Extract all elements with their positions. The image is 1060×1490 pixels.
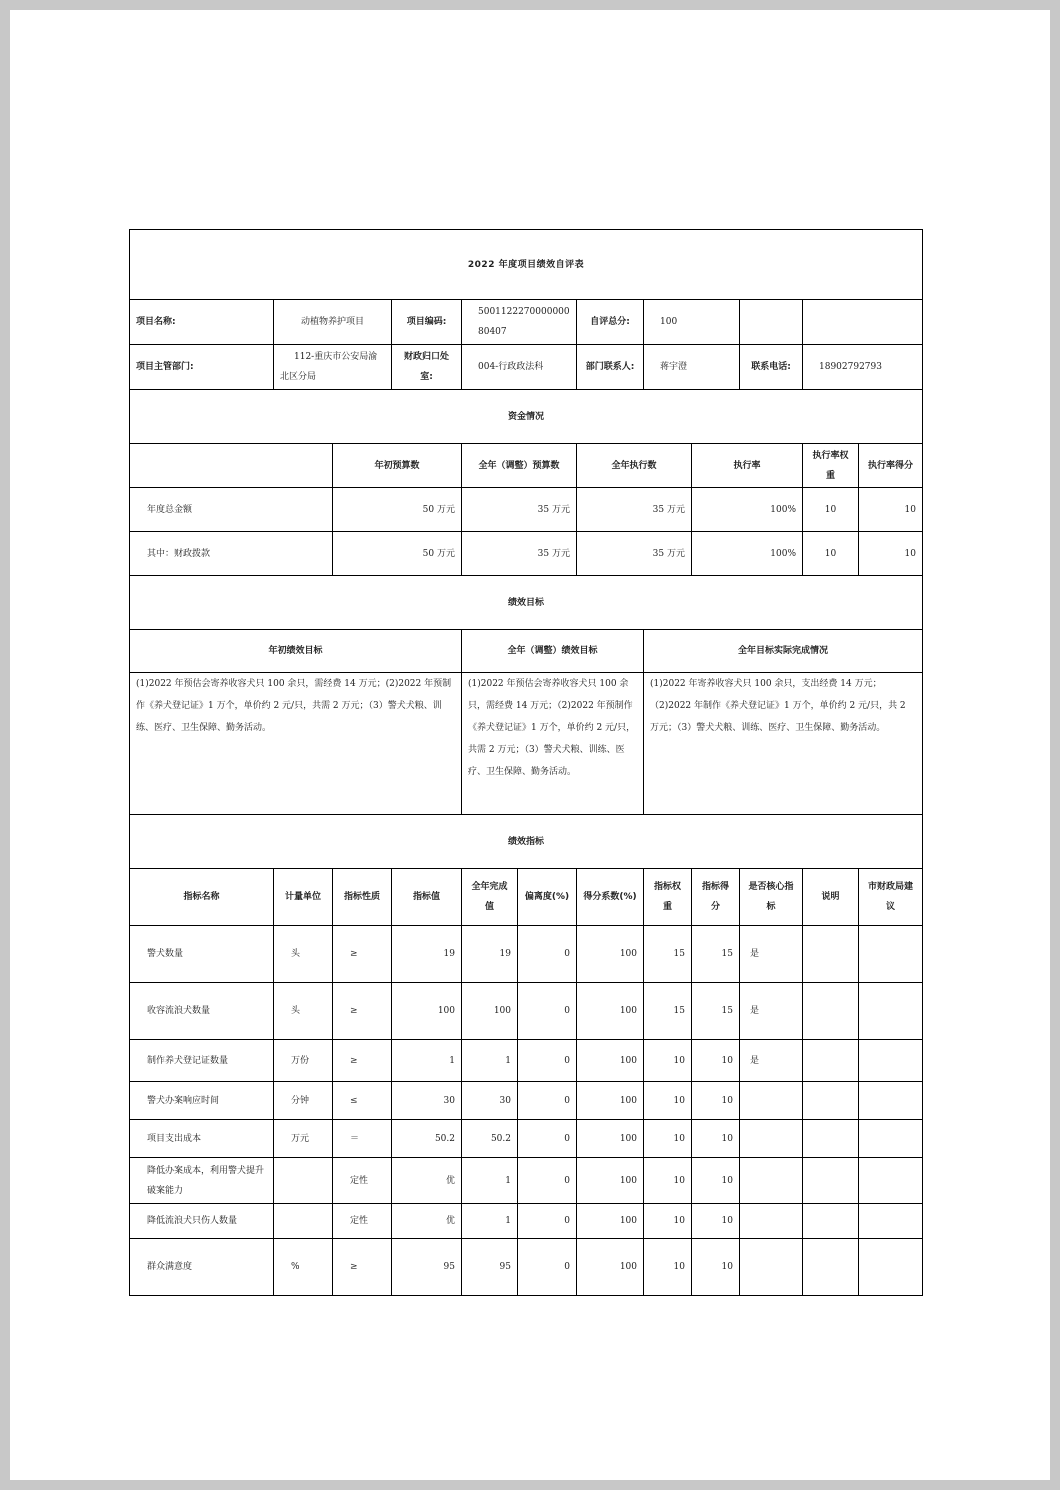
actual-completion-text: (1)2022 年寄养收容犬只 100 余只，支出经费 14 万元；（2)2022 年制作《养犬登记证》1 万个，单价约 2 元/只，共 2 万元；（3）警犬犬粮、训练、医疗、卫生保障、勤务活动。 [644,673,923,815]
indicator-value: 优 [392,1158,462,1204]
indicator-row [130,926,923,983]
self-score-label: 自评总分: [577,300,644,345]
empty-cell [803,300,923,345]
funds-row-label: 年度总金额 [130,488,333,532]
indicator-actual: 1 [462,1040,518,1082]
indicator-nature: ≤ [333,1082,392,1120]
indicator-unit: 万元 [274,1120,333,1158]
indicator-header: 得分系数(%) [577,869,644,926]
indicator-name: 项目支出成本 [130,1120,274,1158]
indicator-rows [130,926,923,1296]
indicator-value: 优 [392,1204,462,1239]
indicator-weight: 15 [644,983,692,1040]
indicator-advice [859,926,923,983]
indicator-header: 指标性质 [333,869,392,926]
indicator-score: 10 [692,1120,740,1158]
indicator-header: 指标名称 [130,869,274,926]
indicator-weight: 15 [644,926,692,983]
finance-office-value: 004-行政政法科 [462,345,577,390]
project-name-label: 项目名称: [130,300,274,345]
contact-label: 部门联系人: [577,345,644,390]
indicator-unit: % [274,1239,333,1296]
indicator-value: 19 [392,926,462,983]
indicator-actual: 19 [462,926,518,983]
indicator-advice [859,1158,923,1204]
indicator-coef: 100 [577,1204,644,1239]
indicator-core: 是 [740,1040,803,1082]
project-name-value: 动植物养护项目 [274,300,392,345]
funds-header: 全年执行数 [577,444,692,488]
performance-table [129,229,923,1296]
indicator-nature: ＝ [333,1120,392,1158]
indicators-section-title: 绩效指标 [130,815,923,869]
indicator-header: 市财政局建议 [859,869,923,926]
indicator-weight: 10 [644,1204,692,1239]
indicator-coef: 100 [577,1120,644,1158]
indicator-coef: 100 [577,1239,644,1296]
indicator-core [740,1082,803,1120]
indicator-weight: 10 [644,1158,692,1204]
indicator-row [130,1239,923,1296]
funds-cell: 50 万元 [333,488,462,532]
indicator-nature: 定性 [333,1204,392,1239]
indicator-advice [859,1040,923,1082]
indicator-nature: 定性 [333,1158,392,1204]
indicator-header: 计量单位 [274,869,333,926]
indicator-unit: 头 [274,926,333,983]
indicator-row [130,1040,923,1082]
phone-value: 18902792793 [803,345,923,390]
indicator-coef: 100 [577,1040,644,1082]
indicator-nature: ≥ [333,1040,392,1082]
indicator-note [803,1158,859,1204]
indicator-unit: 分钟 [274,1082,333,1120]
indicator-deviation: 0 [518,983,577,1040]
indicator-unit: 头 [274,983,333,1040]
indicator-score: 10 [692,1082,740,1120]
indicator-note [803,1120,859,1158]
indicator-note [803,926,859,983]
indicator-row [130,1158,923,1204]
indicator-deviation: 0 [518,1040,577,1082]
indicator-coef: 100 [577,926,644,983]
indicator-weight: 10 [644,1120,692,1158]
indicator-row [130,1120,923,1158]
indicator-core [740,1204,803,1239]
contact-value: 蒋宇澄 [644,345,740,390]
indicator-header: 全年完成值 [462,869,518,926]
funds-cell: 35 万元 [577,532,692,576]
indicator-header: 是否核心指标 [740,869,803,926]
indicator-value: 95 [392,1239,462,1296]
indicator-coef: 100 [577,1082,644,1120]
indicator-actual: 95 [462,1239,518,1296]
indicator-header: 指标值 [392,869,462,926]
finance-office-label: 财政归口处室: [392,345,462,390]
indicator-weight: 10 [644,1239,692,1296]
indicator-advice [859,1082,923,1120]
indicator-core: 是 [740,983,803,1040]
indicator-value: 30 [392,1082,462,1120]
funds-cell: 10 [859,488,923,532]
goals-header: 全年（调整）绩效目标 [462,630,644,673]
funds-header: 执行率得分 [859,444,923,488]
indicator-actual: 100 [462,983,518,1040]
indicator-weight: 10 [644,1082,692,1120]
funds-section-title: 资金情况 [130,390,923,444]
funds-row [130,532,923,576]
funds-cell: 10 [859,532,923,576]
dept-value: 112-重庆市公安局渝北区分局 [274,345,392,390]
indicator-actual: 1 [462,1158,518,1204]
indicator-coef: 100 [577,983,644,1040]
indicator-value: 50.2 [392,1120,462,1158]
indicator-nature: ≥ [333,983,392,1040]
project-code-value: 500112227000000080407 [462,300,577,345]
indicator-core [740,1120,803,1158]
indicator-note [803,1082,859,1120]
indicator-header: 指标权重 [644,869,692,926]
indicator-row [130,983,923,1040]
funds-row [130,488,923,532]
indicator-unit: 万份 [274,1040,333,1082]
funds-cell: 35 万元 [462,488,577,532]
funds-cell: 100% [692,488,803,532]
indicator-advice [859,1204,923,1239]
adjusted-goal-text: (1)2022 年预估会寄养收容犬只 100 余只，需经费 14 万元；（2)2022 年预制作《养犬登记证》1 万个，单价约 2 元/只，共需 2 万元；（3）警犬犬粮、训练、医疗、卫生保障、勤务活动。 [462,673,644,815]
funds-cell: 10 [803,532,859,576]
indicator-header: 说明 [803,869,859,926]
indicator-weight: 10 [644,1040,692,1082]
funds-cell: 10 [803,488,859,532]
indicator-note [803,1204,859,1239]
indicator-advice [859,1239,923,1296]
indicator-actual: 50.2 [462,1120,518,1158]
funds-cell: 35 万元 [462,532,577,576]
indicator-value: 1 [392,1040,462,1082]
indicator-coef: 100 [577,1158,644,1204]
indicator-unit [274,1158,333,1204]
indicator-advice [859,1120,923,1158]
indicator-name: 降低流浪犬只伤人数量 [130,1204,274,1239]
funds-header: 执行率权重 [803,444,859,488]
indicator-advice [859,983,923,1040]
indicator-score: 10 [692,1040,740,1082]
project-code-label: 项目编码: [392,300,462,345]
funds-cell: 50 万元 [333,532,462,576]
indicator-row [130,1082,923,1120]
indicator-core: 是 [740,926,803,983]
funds-cell: 100% [692,532,803,576]
indicator-deviation: 0 [518,1082,577,1120]
indicator-unit [274,1204,333,1239]
self-score-value: 100 [644,300,740,345]
indicator-score: 10 [692,1204,740,1239]
indicator-deviation: 0 [518,1158,577,1204]
indicator-note [803,1239,859,1296]
indicator-nature: ≥ [333,926,392,983]
indicator-row [130,1204,923,1239]
indicator-note [803,983,859,1040]
initial-goal-text: (1)2022 年预估会寄养收容犬只 100 余只，需经费 14 万元；(2)2022 年预制作《养犬登记证》1 万个，单价约 2 元/只，共需 2 万元；（3）警犬犬粮、训练、医疗、卫生保障、勤务活动。 [130,673,462,815]
empty-cell [740,300,803,345]
indicator-score: 15 [692,926,740,983]
funds-header: 全年（调整）预算数 [462,444,577,488]
indicator-name: 制作养犬登记证数量 [130,1040,274,1082]
indicator-deviation: 0 [518,1204,577,1239]
indicator-name: 警犬数量 [130,926,274,983]
goals-section-title: 绩效目标 [130,576,923,630]
indicator-core [740,1239,803,1296]
indicator-name: 收容流浪犬数量 [130,983,274,1040]
indicator-nature: ≥ [333,1239,392,1296]
funds-cell: 35 万元 [577,488,692,532]
indicator-note [803,1040,859,1082]
funds-header: 年初预算数 [333,444,462,488]
empty-cell [130,444,333,488]
indicator-header: 指标得分 [692,869,740,926]
indicator-deviation: 0 [518,926,577,983]
indicator-name: 群众满意度 [130,1239,274,1296]
phone-label: 联系电话: [740,345,803,390]
funds-row-label: 其中：财政拨款 [130,532,333,576]
goals-header: 全年目标实际完成情况 [644,630,923,673]
indicator-value: 100 [392,983,462,1040]
indicator-core [740,1158,803,1204]
indicator-actual: 30 [462,1082,518,1120]
indicator-deviation: 0 [518,1120,577,1158]
indicator-deviation: 0 [518,1239,577,1296]
funds-header: 执行率 [692,444,803,488]
indicator-name: 警犬办案响应时间 [130,1082,274,1120]
indicator-score: 10 [692,1158,740,1204]
indicator-actual: 1 [462,1204,518,1239]
indicator-score: 10 [692,1239,740,1296]
indicator-name: 降低办案成本，利用警犬提升破案能力 [130,1158,274,1204]
page-title: 2022 年度项目绩效自评表 [130,230,923,300]
indicator-header: 偏离度(%) [518,869,577,926]
indicator-score: 15 [692,983,740,1040]
dept-label: 项目主管部门: [130,345,274,390]
goals-header: 年初绩效目标 [130,630,462,673]
